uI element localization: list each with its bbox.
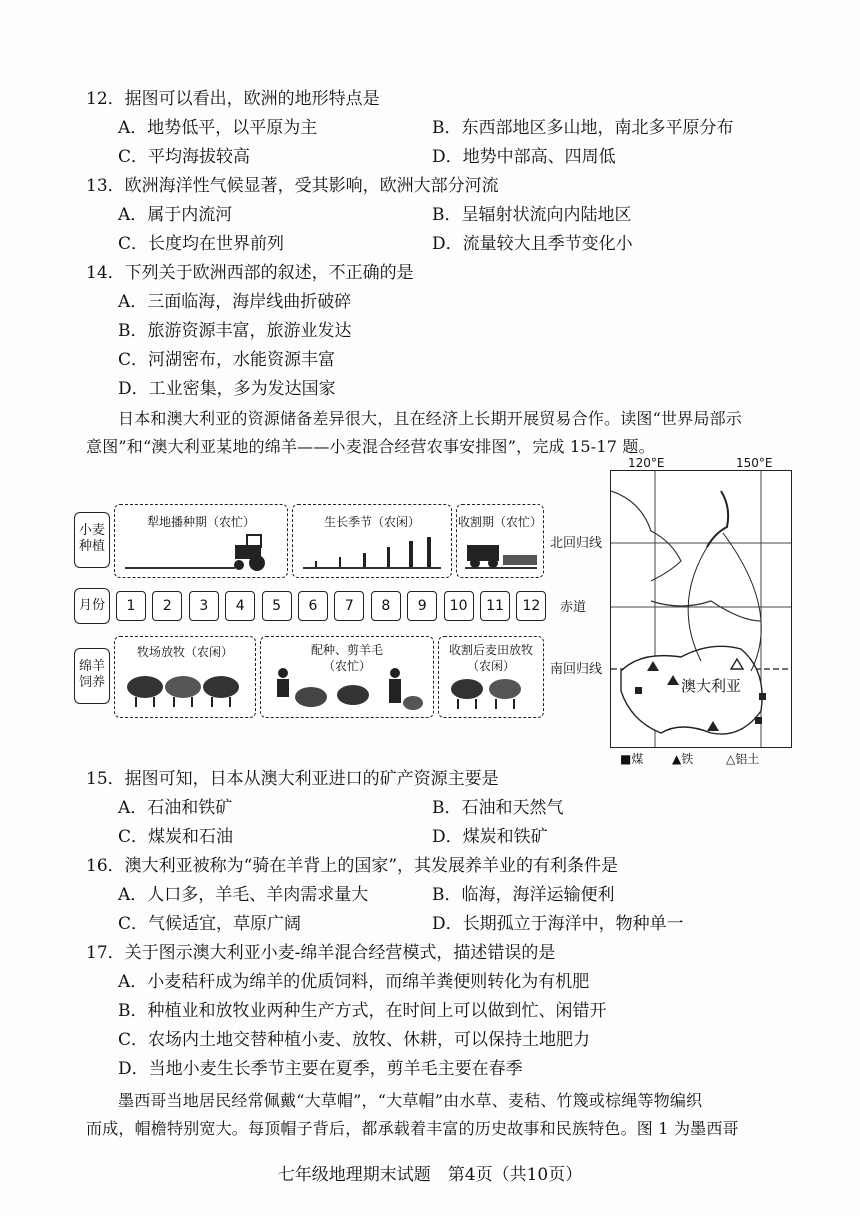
q16-option-d: D．长期孤立于海洋中，物种单一 [432,914,684,934]
q17-stem: 17．关于图示澳大利亚小麦-绵羊混合经营模式，描述错误的是 [86,943,556,963]
q14-stem: 14．下列关于欧洲西部的叙述，不正确的是 [86,263,414,283]
q12-option-b: B．东西部地区多山地，南北多平原分布 [432,118,734,138]
page-footer: 七年级地理期末试题 第4页（共10页） [277,1165,583,1185]
wheat-seg-growing-label: 生长季节（农闲） [323,515,420,529]
month-box: 12 [516,591,546,621]
q12-option-a: A．地势低平，以平原为主 [118,118,318,138]
wheat-row-label: 小麦种植 [78,523,105,554]
sheep-seg-stubble [438,636,544,718]
month-row-label-box [74,588,110,624]
q14-option-c: C．河湖密布，水能资源丰富 [118,350,336,370]
q12-option-c: C．平均海拔较高 [118,147,251,167]
sheep-seg-shearing-label: 配种、剪羊毛 [310,643,383,657]
month-box: 2 [152,591,182,621]
q17-option-a: A．小麦秸秆成为绵羊的优质饲料，而绵羊粪便则转化为有机肥 [118,972,590,992]
q16-stem: 16．澳大利亚被称为“骑在羊背上的国家”，其发展养羊业的有利条件是 [86,856,619,876]
sheep-seg-pasture [114,636,256,718]
month-box: 6 [298,591,328,621]
month-box: 4 [225,591,255,621]
month-box: 8 [371,591,401,621]
sheep-seg-stubble-label: 收割后麦田放牧 [448,643,533,657]
sheep-seg-shearing-status: （农忙） [322,659,371,673]
month-box: 5 [262,591,292,621]
sheep-seg-shearing [260,636,434,718]
harvester-icon [463,533,539,573]
lon-150-label: 150°E [736,456,773,470]
q16-option-a: A．人口多，羊毛、羊肉需求量大 [118,885,369,905]
q15-option-d: D．煤炭和铁矿 [432,827,548,847]
q13-stem: 13．欧洲海洋性气候显著，受其影响，欧洲大部分河流 [86,176,499,196]
month-box: 7 [334,591,364,621]
sheep-row-label: 绵羊饲养 [78,659,105,690]
south-tropic-label: 南回归线 [550,662,603,677]
passage1-line2: 意图”和“澳大利亚某地的绵羊——小麦混合经营农事安排图”，完成 15-17 题。 [86,437,655,456]
q15-option-a: A．石油和铁矿 [118,798,233,818]
passage2-line2: 而成，帽檐特别宽大。每顶帽子背后，都承载着丰富的历史故事和民族特色。图 1 为墨西哥 [86,1119,739,1138]
q17-option-d: D．当地小麦生长季节主要在夏季，剪羊毛主要在春季 [118,1059,523,1079]
equator-label: 赤道 [560,600,587,615]
sheep-row-label-box [74,648,110,704]
month-box: 10 [444,591,474,621]
world-partial-map [610,456,790,766]
shearing-scene-icon [267,667,427,713]
passage2-line1: 墨西哥当地居民经常佩戴“大草帽”，“大草帽”由水草、麦秸、竹篾或棕绳等物编织 [118,1091,703,1110]
q13-option-c: C．长度均在世界前列 [118,234,285,254]
month-box: 11 [480,591,510,621]
map-frame [610,470,792,748]
q17-option-c: C．农场内土地交替种植小麦、放牧、休耕，可以保持土地肥力 [118,1030,591,1050]
q14-option-a: A．三面临海，海岸线曲折破碎 [118,292,352,312]
legend-bauxite: △铝土 [726,752,760,766]
map-drawing [611,471,791,747]
q16-option-c: C．气候适宜，草原广阔 [118,914,302,934]
month-box: 3 [189,591,219,621]
q13-option-d: D．流量较大且季节变化小 [432,234,633,254]
wheat-row-label-box [74,512,110,568]
legend-coal: ■煤 [620,752,644,766]
australia-label: 澳大利亚 [681,677,742,695]
q17-option-b: B．种植业和放牧业两种生产方式，在时间上可以做到忙、闲错开 [118,1001,607,1021]
month-box: 1 [116,591,146,621]
q14-option-b: B．旅游资源丰富，旅游业发达 [118,321,352,341]
tractor-icon [123,533,281,573]
sheep-seg-stubble-status: （农闲） [466,659,515,673]
lon-120-label: 120°E [628,456,665,470]
q13-option-a: A．属于内流河 [118,205,233,225]
wheat-seg-growing [292,504,452,578]
q14-option-d: D．工业密集，多为发达国家 [118,379,336,399]
wheat-growth-icon [301,533,443,573]
q12-option-d: D．地势中部高、四周低 [432,147,616,167]
wheat-seg-harvest-label: 收割期（农忙） [457,515,542,529]
wheat-seg-sowing-label: 犁地播种期（农忙） [146,515,255,529]
month-box: 9 [407,591,437,621]
farm-schedule-chart [74,500,544,720]
q13-option-b: B．呈辐射状流向内陆地区 [432,205,632,225]
wheat-seg-harvest [456,504,544,578]
sheep-flock-icon [121,665,249,711]
q15-option-c: C．煤炭和石油 [118,827,234,847]
month-row-label: 月份 [78,598,105,613]
sheep-stubble-icon [445,671,537,713]
sheep-seg-pasture-label: 牧场放牧（农闲） [136,645,233,659]
legend-iron: ▲铁 [672,752,694,766]
passage1-line1: 日本和澳大利亚的资源储备差异很大，且在经济上长期开展贸易合作。读图“世界局部示 [118,409,742,428]
wheat-seg-sowing [114,504,288,578]
north-tropic-label: 北回归线 [550,536,603,551]
q16-option-b: B．临海，海洋运输便利 [432,885,615,905]
q15-option-b: B．石油和天然气 [432,798,564,818]
q15-stem: 15．据图可知，日本从澳大利亚进口的矿产资源主要是 [86,769,499,789]
q12-stem: 12．据图可以看出，欧洲的地形特点是 [86,89,380,109]
